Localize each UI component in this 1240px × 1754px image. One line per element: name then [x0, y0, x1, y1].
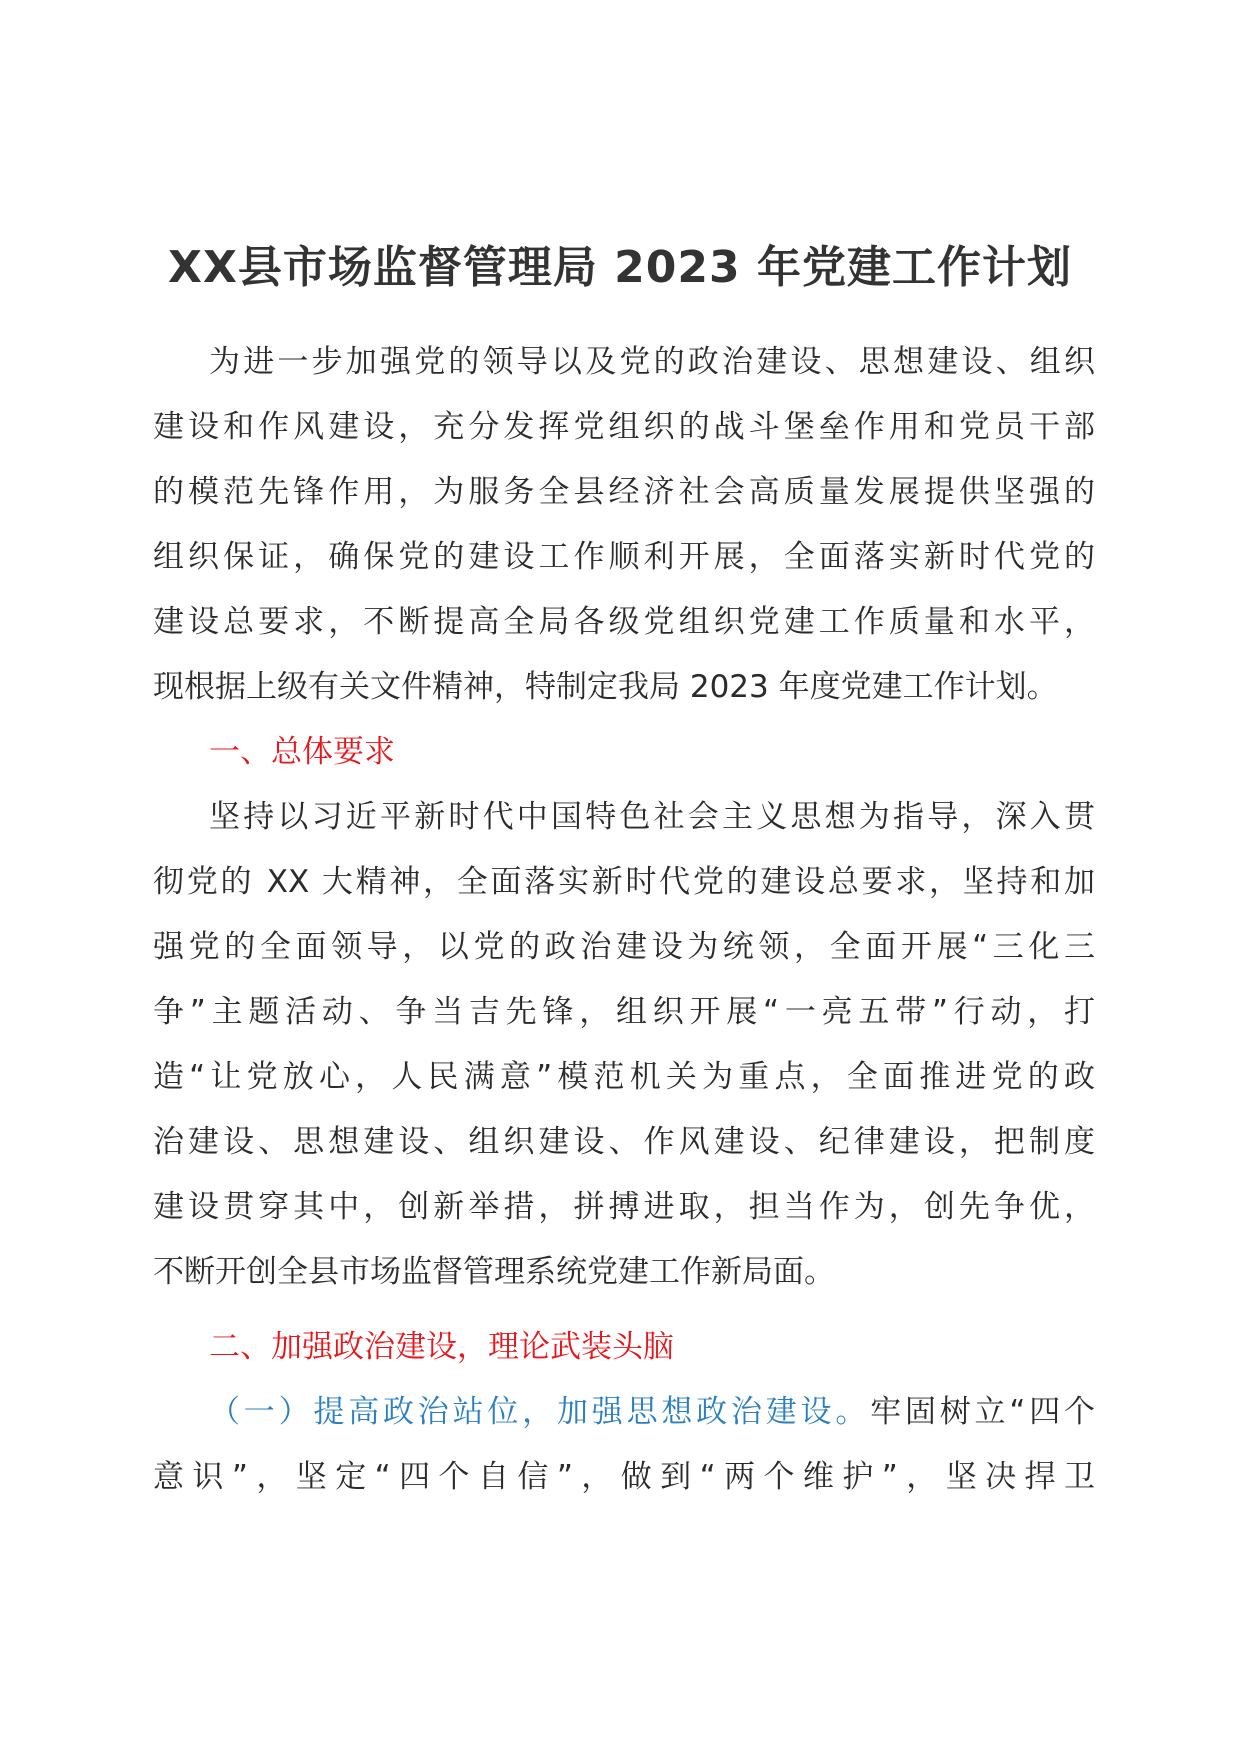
intro-line: 建设和作风建设，充分发挥党组织的战斗堡垒作用和党员干部 — [153, 409, 1095, 445]
subsection1-text-start: 牢固树立“四个 — [870, 1394, 1096, 1430]
section1-line: 彻党的 XX 大精神，全面落实新时代党的建设总要求，坚持和加 — [153, 864, 1095, 900]
intro-line: 的模范先锋作用，为服务全县经济社会高质量发展提供坚强的 — [153, 474, 1095, 510]
section1-line: 争”主题活动、争当吉先锋，组织开展“一亮五带”行动，打 — [153, 994, 1095, 1030]
subsection1-line: 意识”，坚定“四个自信”，做到“两个维护”，坚决捍卫 — [153, 1459, 1095, 1495]
subsection1-first-line — [153, 1380, 1095, 1445]
document-body — [153, 330, 1095, 1510]
section-heading-general-requirements: 一、总体要求 — [209, 734, 395, 770]
section-heading-political-building: 二、加强政治建设，理论武装头脑 — [209, 1329, 674, 1365]
intro-line: 现根据上级有关文件精神，特制定我局 2023 年度党建工作计划。 — [153, 669, 1058, 705]
section1-line: 建设贯穿其中，创新举措，拼搏进取，担当作为，创先争优， — [153, 1189, 1095, 1225]
intro-line: 建设总要求，不断提高全局各级党组织党建工作质量和水平， — [153, 604, 1095, 640]
section1-line: 造“让党放心，人民满意”模范机关为重点，全面推进党的政 — [153, 1059, 1095, 1095]
intro-line: 组织保证，确保党的建设工作顺利开展，全面落实新时代党的 — [153, 539, 1095, 575]
intro-line: 为进一步加强党的领导以及党的政治建设、思想建设、组织 — [209, 344, 1095, 380]
section1-line: 强党的全面领导，以党的政治建设为统领，全面开展“三化三 — [153, 929, 1095, 965]
section1-line: 坚持以习近平新时代中国特色社会主义思想为指导，深入贯 — [209, 799, 1095, 835]
section1-line: 不断开创全县市场监督管理系统党建工作新局面。 — [153, 1254, 835, 1290]
document-title: XX县市场监督管理局 2023 年党建工作计划 — [168, 242, 1072, 293]
section-spacer — [153, 1305, 1095, 1315]
section1-line: 治建设、思想建设、组织建设、作风建设、纪律建设，把制度 — [153, 1124, 1095, 1160]
subsection-heading-political-stance: （一）提高政治站位，加强思想政治建设。 — [209, 1394, 871, 1430]
